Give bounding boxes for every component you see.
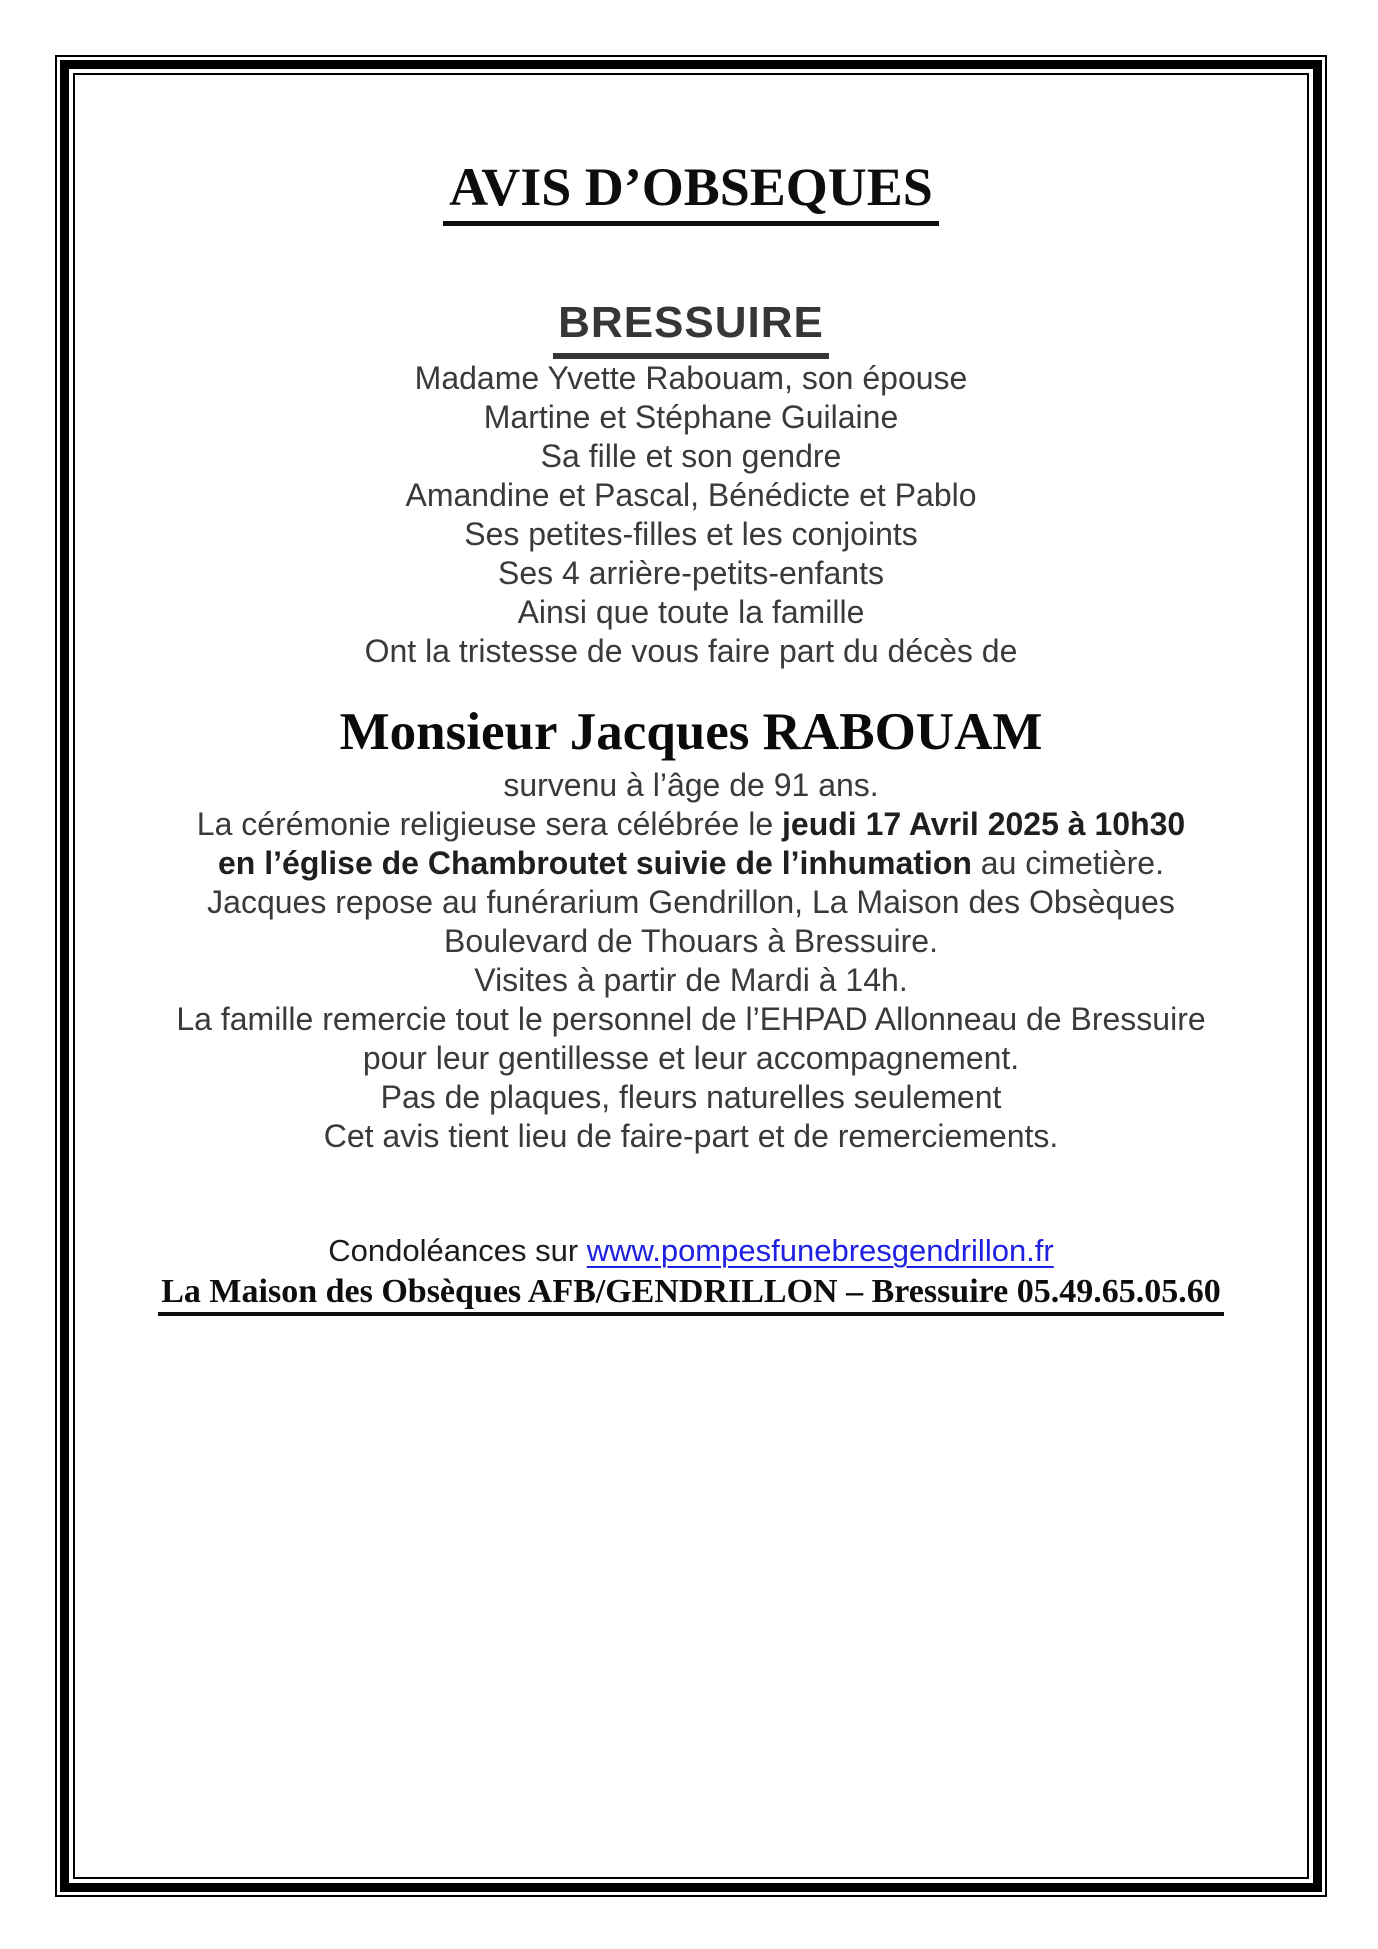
funeral-home-line	[75, 1272, 1307, 1316]
notice-content	[73, 73, 1309, 1879]
ceremony-line-1	[75, 805, 1307, 844]
family-daughter-names: Martine et Stéphane Guilaine	[483, 398, 899, 435]
condolences-line	[75, 1231, 1307, 1271]
thanks-line-1: La famille remercie tout le personnel de l’EHPAD Allonneau de Bressuire	[176, 1000, 1206, 1037]
condolences-prefix: Condoléances sur	[328, 1232, 587, 1268]
announcement-line: Ont la tristesse de vous faire part du décès de	[364, 632, 1018, 669]
notice-title-text: AVIS D’OBSEQUES	[443, 158, 939, 226]
family-granddaughters-relation: Ses petites-filles et les conjoints	[464, 515, 918, 552]
family-daughter-block	[75, 398, 1307, 476]
age-line: survenu à l’âge de 91 ans.	[503, 766, 879, 803]
page-border-thick-band	[60, 60, 1322, 1892]
repose-visits-line: Visites à partir de Mardi à 14h.	[474, 961, 908, 998]
ceremony-paragraph	[75, 805, 1307, 883]
family-spouse-line: Madame Yvette Rabouam, son épouse	[414, 359, 968, 396]
city-heading-text: BRESSUIRE	[553, 300, 829, 358]
family-whole-line: Ainsi que toute la famille	[517, 593, 865, 630]
ceremony-line-2	[75, 844, 1307, 883]
page-border-frame	[55, 55, 1327, 1897]
deceased-name: Monsieur Jacques RABOUAM	[339, 702, 1043, 761]
repose-address-line: Boulevard de Thouars à Bressuire.	[444, 922, 938, 959]
thanks-paragraph	[75, 1000, 1307, 1078]
family-daughter-relation: Sa fille et son gendre	[540, 437, 842, 474]
family-granddaughters-block	[75, 476, 1307, 554]
funeral-home-text: La Maison des Obsèques AFB/GENDRILLON – Bressuire 05.49.65.05.60	[158, 1272, 1223, 1316]
condolences-link[interactable]: www.pompesfunebresgendrillon.fr	[586, 1232, 1054, 1268]
notice-title	[75, 158, 1307, 226]
repose-location-line: Jacques repose au funérarium Gendrillon, La Maison des Obsèques	[207, 883, 1175, 920]
family-great-grandchildren-line: Ses 4 arrière-petits-enfants	[498, 554, 884, 591]
ceremony-line-1-regular: La cérémonie religieuse sera célébrée le	[196, 805, 782, 842]
family-granddaughters-names: Amandine et Pascal, Bénédicte et Pablo	[405, 476, 977, 513]
city-heading	[75, 300, 1307, 358]
flowers-line: Pas de plaques, fleurs naturelles seulement	[380, 1078, 1002, 1115]
ceremony-line-2-bold: en l’église de Chambroutet suivie de l’inhumation	[218, 844, 972, 881]
thanks-line-2: pour leur gentillesse et leur accompagnement.	[362, 1039, 1020, 1076]
ceremony-line-2-regular: au cimetière.	[971, 844, 1164, 881]
notice-statement-line: Cet avis tient lieu de faire-part et de remerciements.	[323, 1117, 1059, 1154]
ceremony-line-1-bold: jeudi 17 Avril 2025 à 10h30	[782, 805, 1186, 842]
repose-paragraph	[75, 883, 1307, 1000]
